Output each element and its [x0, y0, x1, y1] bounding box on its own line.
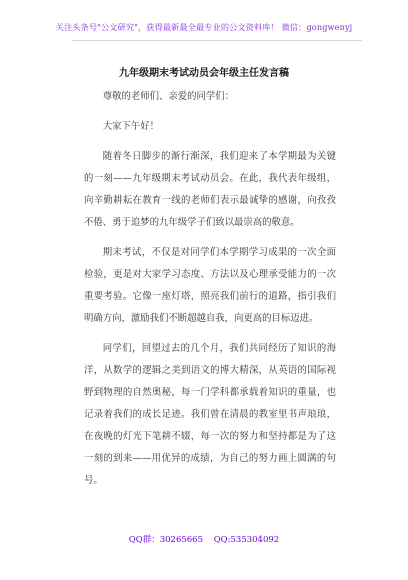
paragraph-intro: 随着冬日脚步的渐行渐深，我们迎来了本学期最为关键的一刻——九年级期末考试动员会。在此，我代表年级组，向辛勤耕耘在教育一线的老师们表示最诚挚的感谢，向孜孜不倦、勇于追梦的九年级学子们致以最崇高的敬意。: [84, 151, 336, 228]
footer-contact: [0, 533, 408, 545]
paragraph-exam-meaning: 期末考试，不仅是对同学们本学期学习成果的一次全面检验，更是对大家学习态度、方法以及心理承受能力的一次重要考验。它像一座灯塔，照亮我们前行的道路，指引我们明确方向，激励我们不断超越自我，向更高的目标迈进。: [84, 247, 336, 324]
document-title: 九年级期末考试动员会年级主任发言稿: [119, 68, 289, 79]
document-body: [84, 86, 336, 500]
footer-qq-group: QQ群：30265665: [128, 535, 203, 545]
paragraph-review: 同学们，回望过去的几个月，我们共同经历了知识的海洋，从数学的逻辑之美到语文的博大精深，从英语的国际视野到物理的自然奥秘，每一门学科都承载着知识的重量，也记录着我们的成长足迹。我们曾在清晨的教室里书声琅琅，在夜晚的灯光下笔耕不辍，每一次的努力和坚持都是为了这一刻的到来——用优异的成绩，为自己的努力画上圆满的句号。: [84, 343, 336, 486]
header-divider: [72, 40, 362, 41]
greeting: 大家下午好！: [102, 121, 160, 132]
header-note: 关注头条号"公文研究"，获得最新最全最专业的公文资料库！ 微信：gongwenyj: [55, 22, 353, 32]
salutation: 尊敬的老师们、亲爱的同学们：: [102, 91, 235, 102]
footer-qq: QQ:535304092: [213, 535, 280, 545]
